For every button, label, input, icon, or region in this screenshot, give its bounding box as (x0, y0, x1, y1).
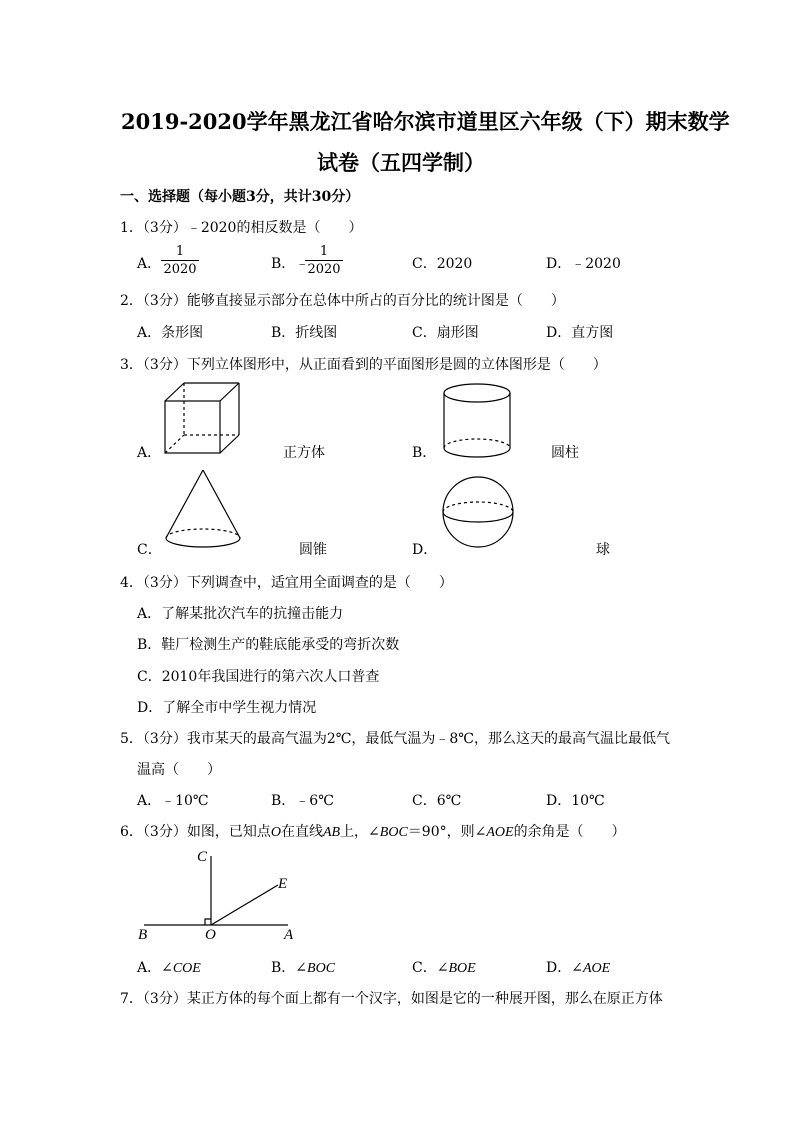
question-6-option-c (412, 957, 476, 977)
question-5-option-a: A．﹣10℃ (137, 793, 209, 809)
question-4-stem: 4．（3分）下列调查中，适宜用全面调查的是（ ） (120, 575, 453, 591)
question-6-option-a (137, 957, 201, 977)
option-prefix: A．∠ (137, 960, 173, 976)
question-1-option-d: D．﹣2020 (546, 256, 621, 272)
question-6-stem (120, 821, 626, 841)
question-3-option-c-label: C． (137, 542, 162, 558)
page-title-line1: 2019-2020学年黑龙江省哈尔滨市道里区六年级（下）期末数学 (121, 109, 730, 134)
question-2-option-d: D．直方图 (546, 325, 614, 341)
question-1-stem: 1．（3分）﹣2020的相反数是（ ） (120, 220, 363, 236)
question-2-option-b: B．折线图 (271, 325, 338, 341)
option-prefix: B．∠ (271, 960, 308, 976)
figure-label-b: B (138, 927, 148, 943)
option-angle: COE (172, 961, 201, 976)
page-title-line2: 试卷（五四学制） (317, 150, 485, 175)
fraction-bar (305, 260, 343, 261)
question-6-stem-pre: 6．（3分）如图，已知点 (120, 824, 271, 840)
question-5-option-d: D．10℃ (546, 793, 605, 809)
section-heading: 一、选择题（每小题3分，共计30分） (120, 189, 360, 205)
figure-label-o: O (205, 927, 216, 943)
angle-figure (130, 848, 310, 948)
question-3-stem: 3．（3分）下列立体图形中，从正面看到的平面图形是圆的立体图形是（ ） (120, 357, 607, 373)
question-3-option-a-name: 正方体 (283, 445, 325, 461)
question-3-option-b-name: 圆柱 (551, 445, 579, 461)
question-6-stem-mid3: ＝90°，则∠ (407, 824, 487, 840)
question-3-option-a-label: A． (137, 445, 162, 461)
fraction-numerator: 1 (319, 244, 329, 259)
question-3-option-b-label: B． (412, 445, 437, 461)
figure-label-e: E (278, 876, 288, 892)
question-6-line-ab: AB (322, 825, 341, 840)
sphere-figure (440, 474, 516, 550)
question-5-stem-line1: 5．（3分）我市某天的最高气温为2℃，最低气温为﹣8℃，那么这天的最高气温比最低气 (120, 731, 670, 747)
question-2-option-a: A．条形图 (137, 325, 204, 341)
question-1-option-b-label: B．﹣ (271, 256, 310, 272)
option-angle: BOC (307, 961, 336, 976)
fraction-bar (161, 260, 199, 261)
fraction-numerator: 1 (175, 244, 185, 259)
question-3-option-d-label: D． (412, 542, 438, 558)
cone-figure (164, 468, 242, 550)
question-1-option-b-fraction (305, 244, 343, 277)
cylinder-figure (442, 382, 512, 460)
question-1-option-a-label: A． (137, 256, 162, 272)
question-6-option-b (271, 957, 335, 977)
option-prefix: D．∠ (546, 960, 583, 976)
question-3-option-d-name: 球 (596, 542, 610, 558)
figure-label-a: A (284, 927, 294, 943)
question-6-option-d (546, 957, 610, 977)
question-4-option-b: B．鞋厂检测生产的鞋底能承受的弯折次数 (137, 637, 400, 653)
question-6-stem-mid1: 在直线 (280, 824, 323, 840)
question-6-angle-boc: BOC (379, 825, 408, 840)
question-5-stem-line2: 温高（ ） (137, 762, 221, 778)
question-6-stem-post: 的余角是（ ） (513, 824, 626, 840)
question-2-option-c: C．扇形图 (412, 325, 479, 341)
question-5-option-b: B．﹣6℃ (271, 793, 334, 809)
question-6-angle-aoe: AOE (486, 825, 514, 840)
question-3-option-c-name: 圆锥 (299, 542, 327, 558)
question-4-option-d: D．了解全市中学生视力情况 (137, 700, 317, 716)
option-prefix: C．∠ (412, 960, 449, 976)
question-1-option-c: C．2020 (412, 256, 473, 272)
cube-figure (163, 382, 243, 456)
question-5-option-c: C．6℃ (412, 793, 462, 809)
question-4-option-c: C．2010年我国进行的第六次人口普查 (137, 669, 380, 685)
question-2-stem: 2．（3分）能够直接显示部分在总体中所占的百分比的统计图是（ ） (120, 293, 565, 309)
figure-label-c: C (197, 849, 208, 865)
question-6-stem-mid2: 上，∠ (340, 824, 380, 840)
question-4-option-a: A．了解某批次汽车的抗撞击能力 (137, 606, 344, 622)
fraction-denominator: 2020 (307, 262, 341, 277)
fraction-denominator: 2020 (163, 262, 197, 277)
option-angle: BOE (448, 961, 476, 976)
question-6-point-o: O (270, 825, 281, 840)
question-1-option-a-fraction (161, 244, 199, 277)
option-angle: AOE (582, 961, 611, 976)
question-7-stem: 7．（3分）某正方体的每个面上都有一个汉字，如图是它的一种展开图，那么在原正方体 (120, 991, 663, 1007)
